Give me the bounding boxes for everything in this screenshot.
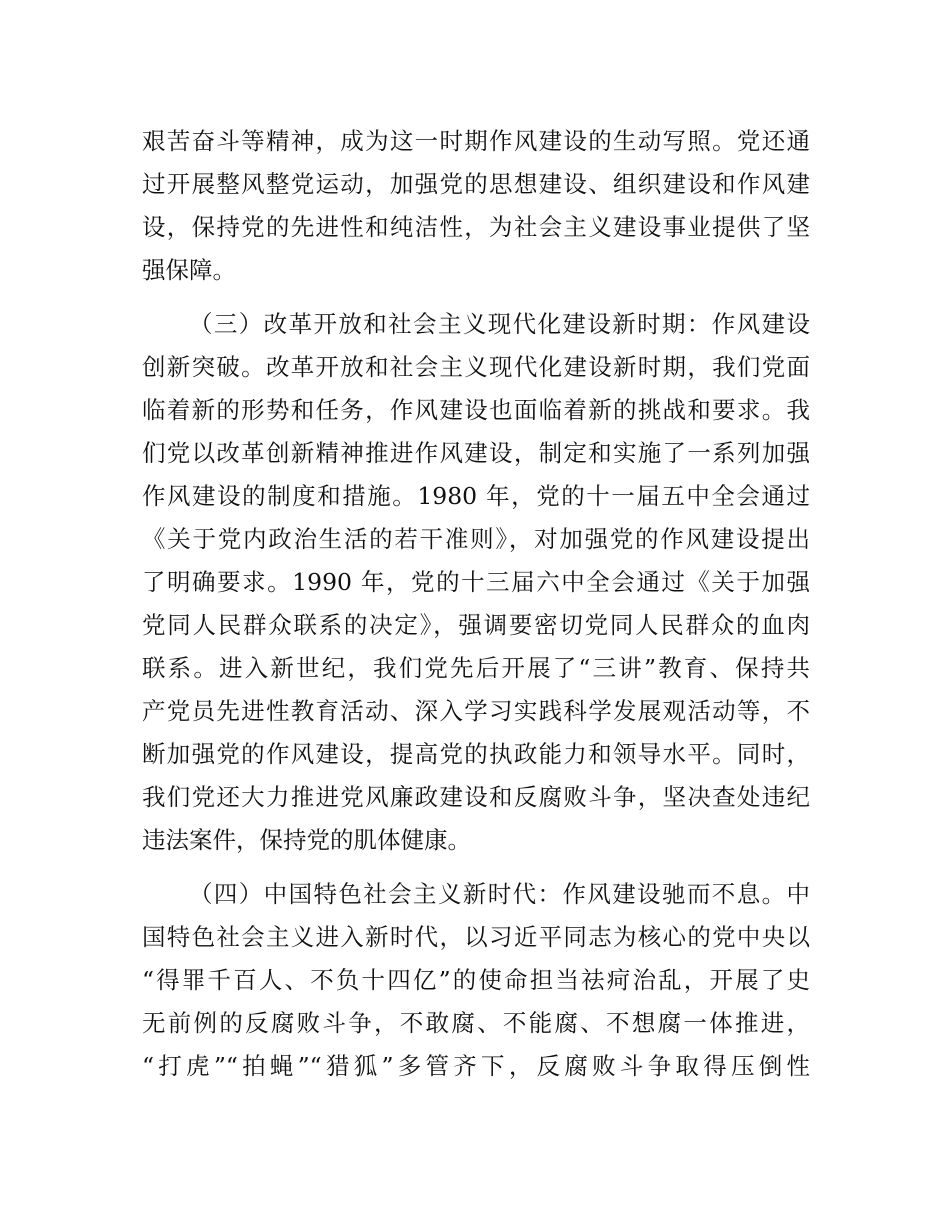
text-line: 联系。进入新世纪，我们党先后开展了“三讲”教育、保持共 [142,654,810,682]
text-line: 国特色社会主义进入新时代，以习近平同志为核心的党中央以 [142,923,810,951]
text-line: 们党以改革创新精神推进作风建设，制定和实施了一系列加强 [142,439,810,467]
text-line: “得罪千百人、不负十四亿”的使命担当祛疴治乱，开展了史 [142,966,810,994]
text-line: 设，保持党的先进性和纯洁性，为社会主义建设事业提供了坚 [142,213,810,241]
paragraph-gap [142,292,810,303]
text-line: 《关于党内政治生活的若干准则》，对加强党的作风建设提出 [142,525,810,553]
text-line: 了明确要求。1990 年，党的十三届六中全会通过《关于加强 [142,568,810,596]
section-heading-line: （四）中国特色社会主义新时代：作风建设驰而不息。中 [189,880,810,908]
text-line: 违法案件，保持党的肌体健康。 [142,826,471,854]
text-line: 产党员先进性教育活动、深入学习实践科学发展观活动等，不 [142,697,810,725]
section-heading-line: （三）改革开放和社会主义现代化建设新时期：作风建设 [189,310,810,338]
document-page [142,120,810,1088]
paragraph-3 [142,873,810,1088]
text-line: 强保障。 [142,256,236,284]
text-line: 作风建设的制度和措施。1980 年，党的十一届五中全会通过 [142,482,810,510]
text-line: “打虎”“拍蝇”“猎狐”多管齐下，反腐败斗争取得压倒性 [142,1052,810,1080]
text-line: 艰苦奋斗等精神，成为这一时期作风建设的生动写照。党还通 [142,127,810,155]
text-line: 创新突破。改革开放和社会主义现代化建设新时期，我们党面 [142,353,810,381]
paragraph-1 [142,120,810,292]
text-line: 无前例的反腐败斗争，不敢腐、不能腐、不想腐一体推进， [142,1009,810,1037]
paragraph-2 [142,303,810,862]
paragraph-gap [142,862,810,873]
text-line: 我们党还大力推进党风廉政建设和反腐败斗争，坚决查处违纪 [142,783,810,811]
text-line: 过开展整风整党运动，加强党的思想建设、组织建设和作风建 [142,170,810,198]
text-line: 临着新的形势和任务，作风建设也面临着新的挑战和要求。我 [142,396,810,424]
text-line: 断加强党的作风建设，提高党的执政能力和领导水平。同时， [142,740,810,768]
text-line: 党同人民群众联系的决定》，强调要密切党同人民群众的血肉 [142,611,810,639]
